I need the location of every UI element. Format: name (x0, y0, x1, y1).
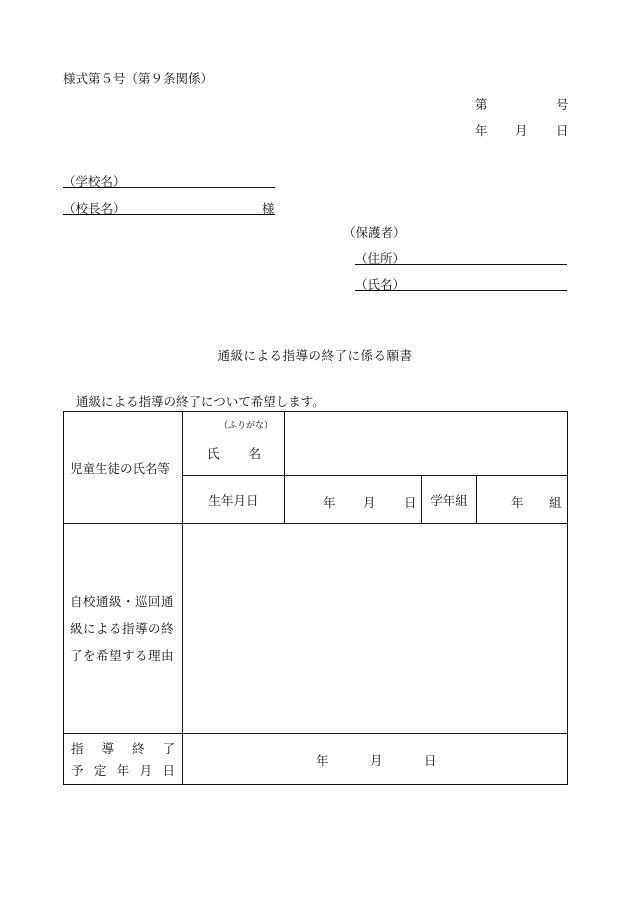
furigana-label: （ふりがな） (219, 421, 274, 431)
birth-day-unit: 日 (404, 495, 417, 510)
date-year: 年 (475, 123, 488, 138)
principal-name-label: （校長名） (63, 201, 126, 216)
student-name-input[interactable] (285, 412, 568, 476)
reason-label-line: 了を希望する理由 (70, 648, 175, 663)
grade-class-unit: 組 (549, 495, 562, 510)
reason-input[interactable] (183, 524, 568, 734)
doc-number-prefix: 第 (475, 97, 488, 112)
student-info-header (64, 412, 183, 524)
guardian-name-label: （氏名） (355, 277, 406, 292)
grade-input[interactable] (477, 476, 568, 524)
grade-label: 学年組 (422, 476, 477, 524)
name-label-cell (183, 412, 285, 476)
guardian-address-label: （住所） (355, 251, 406, 266)
birth-year-unit: 年 (323, 495, 336, 510)
name-label: 氏 名 (207, 446, 261, 461)
student-info-header-text: 児童生徒の氏名等 (70, 460, 171, 476)
application-table (63, 411, 568, 785)
reason-label-line: 級による指導の終 (70, 621, 175, 636)
end-date-label-line1: 指 導 終 了 (71, 741, 175, 756)
guardian-heading: （保護者） (343, 225, 406, 240)
end-date-label (64, 734, 183, 785)
end-day-unit: 日 (424, 753, 437, 768)
form-number: 様式第５号（第９条関係） (63, 71, 214, 86)
date-day: 日 (556, 123, 569, 138)
birthdate-input[interactable] (285, 476, 422, 524)
end-month-unit: 月 (370, 753, 383, 768)
reason-label (64, 524, 183, 734)
date-month: 月 (515, 123, 528, 138)
doc-number-suffix: 号 (556, 97, 569, 112)
end-year-unit: 年 (316, 753, 329, 768)
intro-text: 通級による指導の終了について希望します。 (76, 394, 325, 409)
birthdate-label: 生年月日 (183, 476, 285, 524)
reason-label-line: 自校通級・巡回通 (70, 594, 175, 609)
grade-year-unit: 年 (511, 495, 524, 510)
document-title: 通級による指導の終了に係る願書 (217, 348, 413, 363)
birth-month-unit: 月 (363, 495, 376, 510)
end-date-label-line2: 予 定 年 月 日 (71, 763, 175, 778)
end-date-input[interactable] (183, 734, 568, 785)
school-name-label: （学校名） (63, 174, 126, 189)
honorific: 様 (262, 201, 275, 216)
